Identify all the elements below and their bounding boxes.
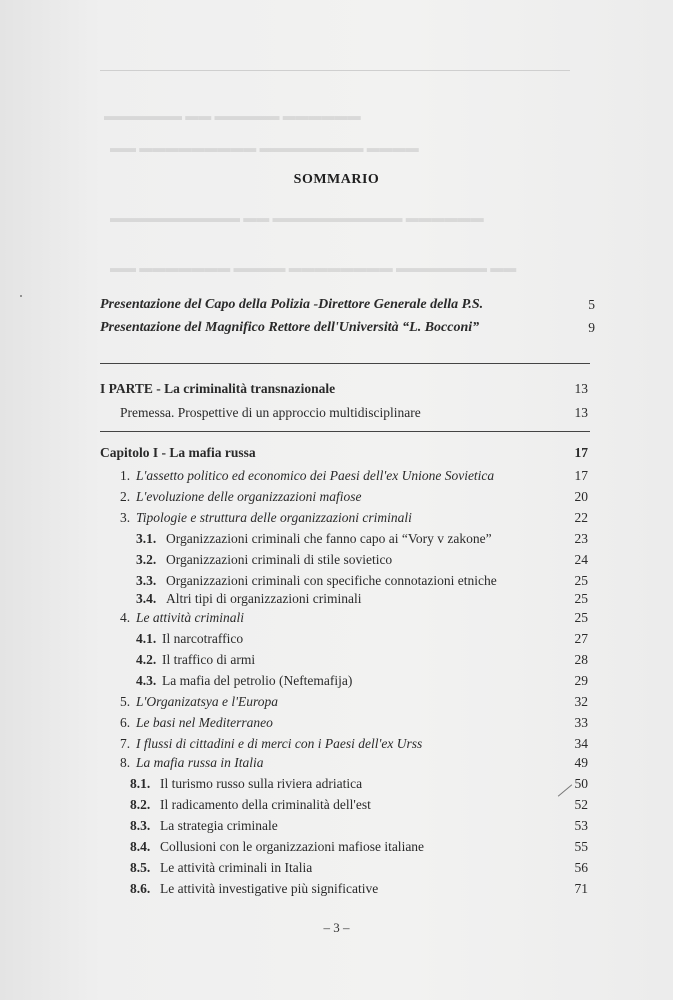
entry-text: Presentazione del Capo della Polizia -Direttore Generale della P.S. bbox=[100, 297, 484, 312]
entry-number: 8.4. bbox=[130, 839, 151, 854]
bleed-through-text: ▬▬▬▬▬▬ ▬▬ ▬▬▬▬▬ ▬▬▬▬▬▬ bbox=[104, 108, 361, 123]
page-number: 29 bbox=[574, 673, 588, 688]
entry-text: Altri tipi di organizzazioni criminali bbox=[166, 591, 362, 606]
entry-text: L'Organizatsya e l'Europa bbox=[136, 694, 279, 709]
entry-number: 6. bbox=[120, 715, 131, 730]
entry-text: Il traffico di armi bbox=[162, 652, 256, 667]
entry-text: Organizzazioni criminali con specifiche connotazioni etniche bbox=[166, 573, 497, 588]
entry-number: 4.2. bbox=[136, 652, 157, 667]
page-number: 25 bbox=[574, 573, 588, 588]
entry-text: L'evoluzione delle organizzazioni mafiose bbox=[136, 489, 362, 504]
entry-text: Presentazione del Magnifico Rettore dell'Università “L. Bocconi” bbox=[100, 320, 480, 335]
entry-text: Organizzazioni criminali di stile sovietico bbox=[166, 552, 393, 567]
entry-text: La mafia del petrolio (Neftemafija) bbox=[162, 673, 353, 688]
entry-number: 8.3. bbox=[130, 818, 151, 833]
speck-mark bbox=[20, 295, 22, 297]
entry-text: L'assetto politico ed economico dei Paesi dell'ex Unione Sovietica bbox=[136, 468, 495, 483]
page-number: 49 bbox=[574, 755, 588, 770]
page-number: 13 bbox=[574, 405, 588, 420]
page-number: 52 bbox=[574, 797, 588, 812]
bleed-through-text: ▬▬▬▬▬▬▬▬▬▬ ▬▬ ▬▬▬▬▬▬▬▬▬▬ ▬▬▬▬▬▬ bbox=[110, 210, 484, 225]
entry-number: 8.2. bbox=[130, 797, 151, 812]
entry-number: 8. bbox=[120, 755, 131, 770]
chapter-heading: Capitolo I - La mafia russa bbox=[100, 445, 256, 460]
section-divider bbox=[100, 363, 590, 364]
page-number: 32 bbox=[574, 694, 588, 709]
page-number: 22 bbox=[574, 510, 588, 525]
page-number: 28 bbox=[574, 652, 588, 667]
entry-number: 3. bbox=[120, 510, 131, 525]
entry-text: Le attività criminali bbox=[136, 610, 244, 625]
entry-number: 7. bbox=[120, 736, 131, 751]
entry-number: 2. bbox=[120, 489, 131, 504]
bleed-through-text: ▬▬ ▬▬▬▬▬▬▬ ▬▬▬▬ ▬▬▬▬▬▬▬▬ ▬▬▬▬▬▬▬ ▬▬ bbox=[110, 260, 517, 275]
entry-text: Le attività investigative più significative bbox=[160, 881, 379, 896]
section-divider bbox=[100, 431, 590, 432]
entry-text: La mafia russa in Italia bbox=[136, 755, 264, 770]
entry-text: Organizzazioni criminali che fanno capo ai “Vory v zakone” bbox=[166, 531, 492, 546]
page-number: 55 bbox=[574, 839, 588, 854]
page-number: 33 bbox=[574, 715, 588, 730]
page-number: 56 bbox=[574, 860, 588, 875]
entry-text: Tipologie e struttura delle organizzazioni criminali bbox=[136, 510, 412, 525]
entry-number: 4.1. bbox=[136, 631, 157, 646]
entry-number: 4.3. bbox=[136, 673, 157, 688]
page-footer-number: – 3 – bbox=[323, 920, 350, 935]
page-number: 25 bbox=[574, 591, 588, 606]
entry-text: Premessa. Prospettive di un approccio multidisciplinare bbox=[120, 405, 421, 420]
entry-number: 3.2. bbox=[136, 552, 157, 567]
part-heading: I PARTE - La criminalità transnazionale bbox=[100, 381, 336, 396]
entry-number: 3.1. bbox=[136, 531, 157, 546]
bleed-through-text: ▬▬ ▬▬▬▬▬▬▬▬▬ ▬▬▬▬▬▬▬▬ ▬▬▬▬ bbox=[110, 140, 419, 155]
page-number: 50 bbox=[574, 776, 588, 791]
entry-number: 1. bbox=[120, 468, 131, 483]
page-number: 17 bbox=[574, 445, 588, 460]
entry-number: 4. bbox=[120, 610, 131, 625]
page-number: 34 bbox=[574, 736, 588, 751]
entry-text: I flussi di cittadini e di merci con i Paesi dell'ex Urss bbox=[136, 736, 423, 751]
entry-text: Il turismo russo sulla riviera adriatica bbox=[160, 776, 363, 791]
entry-number: 3.3. bbox=[136, 573, 157, 588]
page-number: 23 bbox=[574, 531, 588, 546]
entry-number: 8.1. bbox=[130, 776, 151, 791]
page-title: SOMMARIO bbox=[293, 172, 380, 187]
page-number: 25 bbox=[574, 610, 588, 625]
entry-text: Collusioni con le organizzazioni mafiose italiane bbox=[160, 839, 425, 854]
entry-text: Il radicamento della criminalità dell'est bbox=[160, 797, 371, 812]
entry-number: 3.4. bbox=[136, 591, 157, 606]
entry-number: 5. bbox=[120, 694, 131, 709]
page-number: 53 bbox=[574, 818, 588, 833]
page-number: 20 bbox=[574, 489, 588, 504]
page-number: 5 bbox=[588, 297, 595, 312]
page-number: 9 bbox=[588, 320, 595, 335]
entry-text: Il narcotraffico bbox=[162, 631, 244, 646]
bleed-through-rule bbox=[100, 70, 570, 71]
entry-number: 8.5. bbox=[130, 860, 151, 875]
page-number: 13 bbox=[574, 381, 588, 396]
entry-number: 8.6. bbox=[130, 881, 151, 896]
page-number: 71 bbox=[574, 881, 588, 896]
entry-text: Le attività criminali in Italia bbox=[160, 860, 313, 875]
entry-text: La strategia criminale bbox=[160, 818, 278, 833]
entry-text: Le basi nel Mediterraneo bbox=[136, 715, 273, 730]
page-number: 27 bbox=[574, 631, 588, 646]
page-number: 17 bbox=[574, 468, 588, 483]
page-number: 24 bbox=[574, 552, 588, 567]
